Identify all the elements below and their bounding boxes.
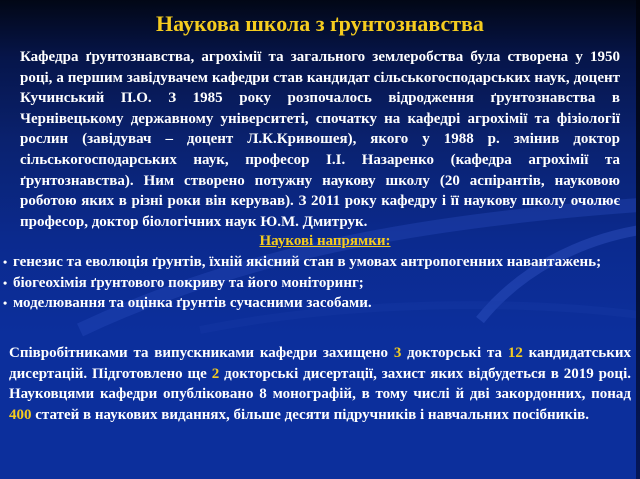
bullet-icon: • [3, 275, 8, 290]
achievements-text: докторські дисертації, захист яких відбудеться в 2019 році. Науковцями кафедри опубліковано 8 монографій, в тому числі й дві закордонних, понад [9, 365, 631, 403]
direction-text: моделювання та оцінка ґрунтів сучасними засобами. [13, 295, 372, 312]
direction-text: генезис та еволюція ґрунтів, їхній якісний стан в умовах антропогенних навантажень; [13, 254, 602, 270]
direction-item [3, 273, 623, 294]
direction-item [3, 252, 623, 273]
candidate-defended-count: 12 [507, 345, 523, 361]
bullet-icon: • [3, 255, 8, 269]
bullet-icon: • [3, 296, 8, 311]
direction-item [3, 293, 623, 314]
articles-count: 400 [9, 406, 32, 423]
direction-text: біогеохімія ґрунтового покриву та його моніторинг; [13, 274, 364, 291]
achievements-text: кандидатських дисертацій. Підготовлено ще [9, 345, 631, 382]
directions-heading-text: Наукові напрямки: [259, 233, 391, 249]
doctoral-defended-count: 3 [393, 345, 402, 361]
directions-list [3, 252, 623, 314]
achievements-paragraph [9, 343, 631, 425]
achievements-text: статей в наукових виданнях, більше десяти підручників і навчальних посібників. [31, 406, 589, 423]
intro-paragraph: Кафедра ґрунтознавства, агрохімії та загального землеробства була створена у 1950 році, а першим завідувачем кафедри став кандидат сільськогосподарських наук, доцент Кучинський П.О. З 1985 року розпочалось відродження ґрунтознавства в Чернівецькому державному університеті, спочатку на кафедрі агрохімії та фізіології рослин (завідувач – доцент Л.К.Кривошея), якого у 1988 р. змінив доктор сільськогосподарських наук, професор І.І. Назаренко (кафедра агрохімії та ґрунтознавства). Ним створено потужну наукову школу (20 аспірантів, науковою роботою яких в різні роки він керував). З 2011 року кафедру і її наукову школу очолює професор, доктор біологічних наук Ю.М. Дмитрук. [20, 49, 620, 230]
directions-heading [0, 232, 640, 250]
slide-title: Наукова школа з ґрунтознавства [156, 11, 484, 36]
achievements-text: докторські та [401, 345, 508, 361]
doctoral-prepared-count: 2 [211, 365, 220, 382]
achievements-text: Співробітниками та випускниками кафедри захищено [9, 345, 394, 361]
